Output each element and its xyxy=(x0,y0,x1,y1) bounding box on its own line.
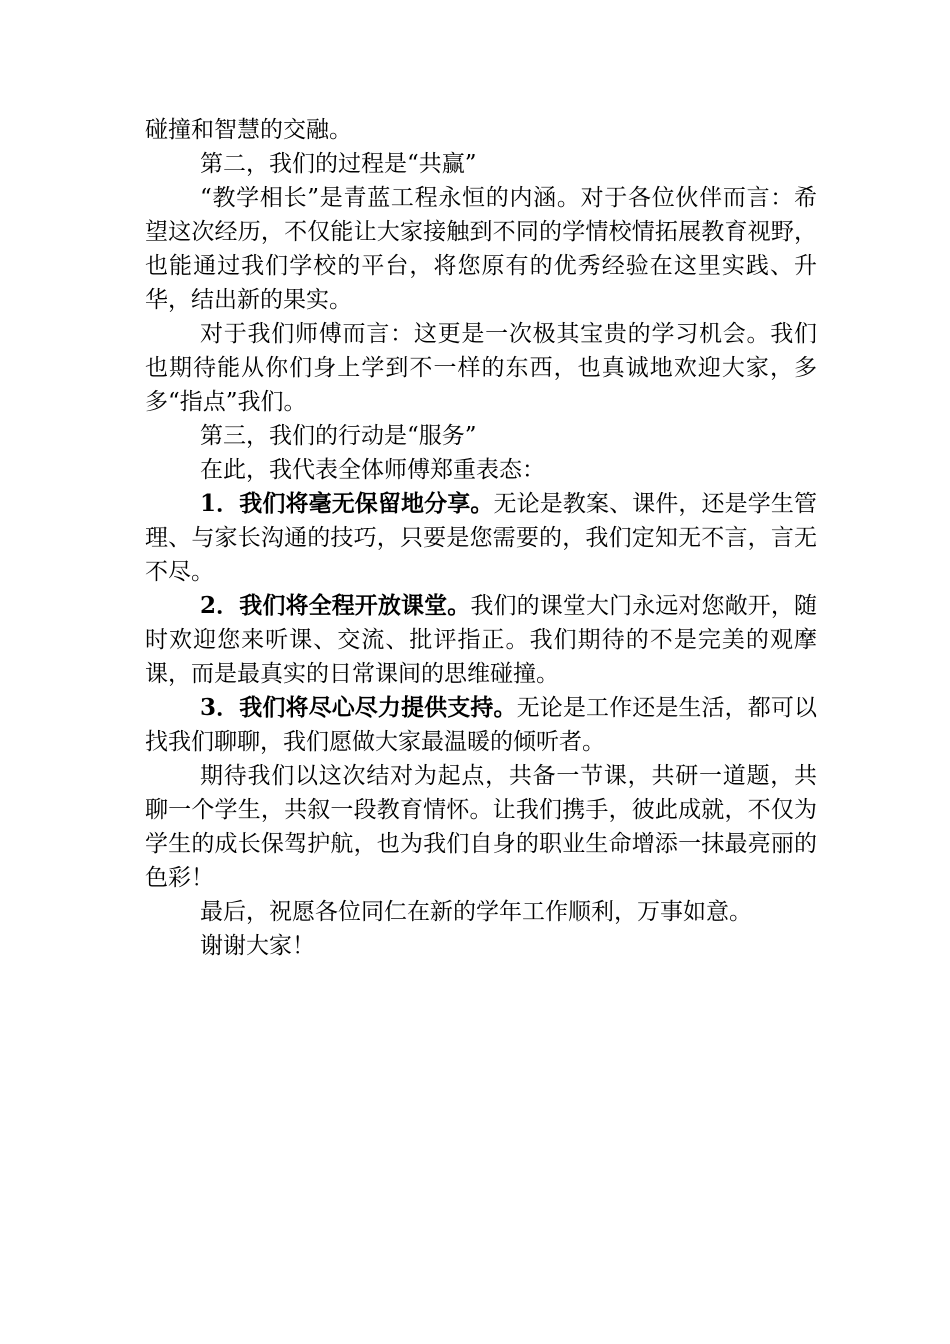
paragraph-expectation: 期待我们以这次结对为起点，共备一节课，共研一道题，共聊一个学生，共叙一段教育情怀。让我们携手，彼此成就，不仅为学生的成长保驾护航，也为我们自身的职业生命增添一抹最亮丽的色彩！ xyxy=(145,763,817,891)
pledge-3-text: 无论是工作还是生活，都可以找我们聊聊，我们愿做大家最温暖的倾听者。 xyxy=(145,695,818,755)
document-body xyxy=(145,113,817,963)
paragraph-heading-second: 第二，我们的过程是“共赢” xyxy=(200,151,477,177)
paragraph-pledge-1 xyxy=(145,487,817,589)
pledge-2-title: 2．我们将全程开放课堂。 xyxy=(200,592,471,619)
paragraph-heading-third: 第三，我们的行动是“服务” xyxy=(200,423,477,449)
paragraph-continuation: 碰撞和智慧的交融。 xyxy=(145,117,352,143)
pledge-2-text: 我们的课堂大门永远对您敞开，随时欢迎您来听课、交流、批评指正。我们期待的不是完美的观摩课，而是最真实的日常课间的思维碰撞。 xyxy=(145,593,817,687)
pledge-1-text: 无论是教案、课件，还是学生管理、与家长沟通的技巧，只要是您需要的，我们定知无不言，言无不尽。 xyxy=(145,491,817,585)
paragraph-mentor-learning: 对于我们师傅而言：这更是一次极其宝贵的学习机会。我们也期待能从你们身上学到不一样的东西，也真诚地欢迎大家，多多“指点”我们。 xyxy=(145,321,817,415)
paragraph-mutual-growth: “教学相长”是青蓝工程永恒的内涵。对于各位伙伴而言：希望这次经历，不仅能让大家接触到不同的学情校情拓展教育视野，也能通过我们学校的平台，将您原有的优秀经验在这里实践、升华，结出新的果实。 xyxy=(145,185,817,313)
paragraph-wishes: 最后，祝愿各位同仁在新的学年工作顺利，万事如意。 xyxy=(200,899,752,925)
pledge-3-title: 3．我们将尽心尽力提供支持。 xyxy=(200,694,517,721)
paragraph-thanks: 谢谢大家！ xyxy=(200,933,315,959)
paragraph-pledge-2 xyxy=(145,589,817,691)
paragraph-pledge-intro: 在此，我代表全体师傅郑重表态： xyxy=(200,457,545,483)
pledge-1-title: 1．我们将毫无保留地分享。 xyxy=(200,490,494,517)
paragraph-pledge-3 xyxy=(145,691,817,759)
